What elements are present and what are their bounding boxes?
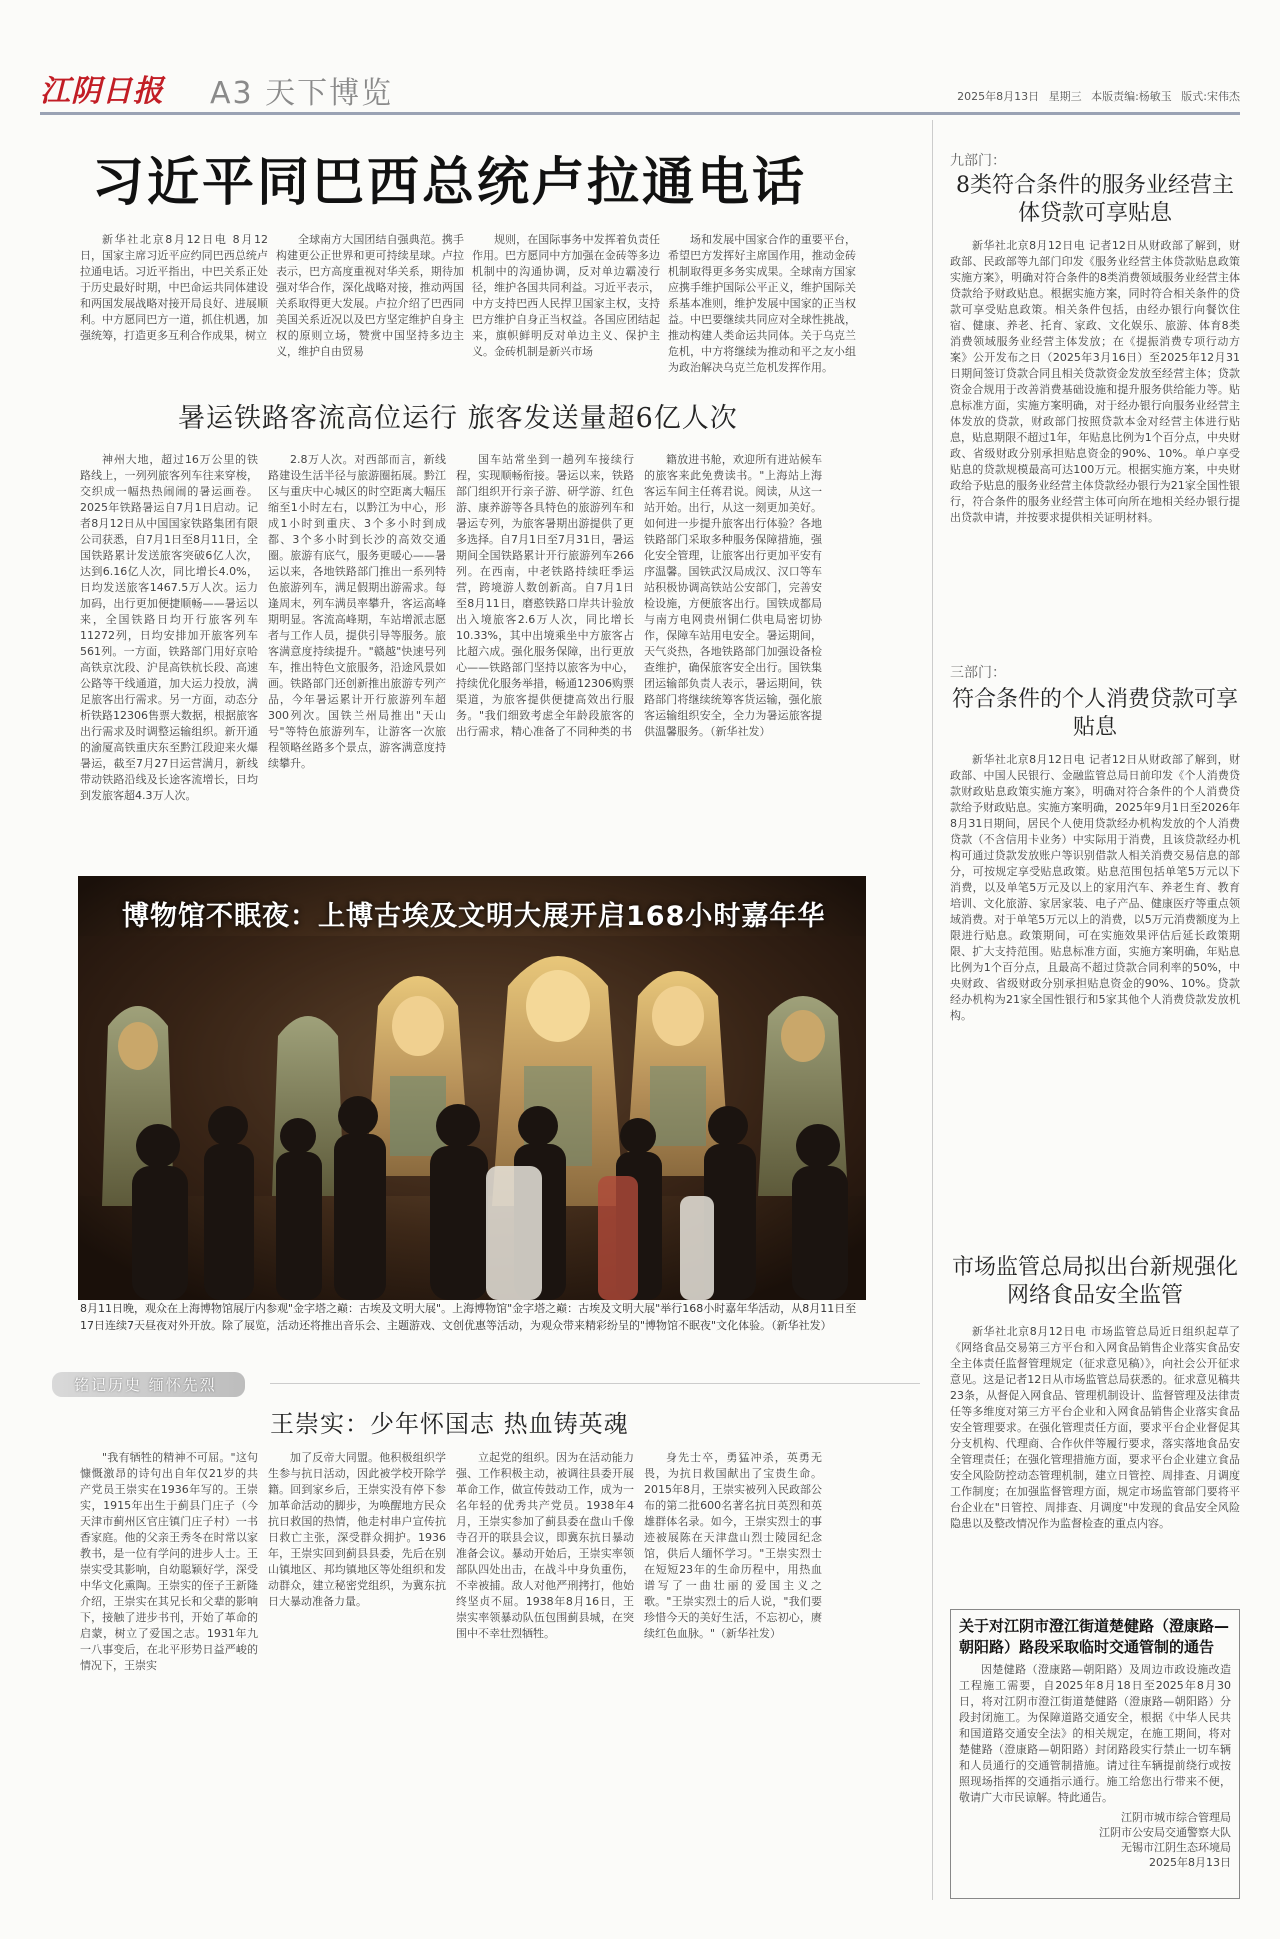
museum-photo-caption: 8月11日晚，观众在上海博物馆展厅内参观"金字塔之巅：古埃及文明大展"。上海博物馆"金字塔之巅：古埃及文明大展"举行168小时嘉年华活动，从8月11日至17日连续7天昼夜对外开放。除了展览，活动还将推出音乐会、主题游戏、文创优惠等活动，为观众带来精彩纷呈的"博物馆不眠夜"文化体验。（新华社发） <box>80 1302 857 1332</box>
traffic-notice-box <box>950 1609 1240 1899</box>
history-column-bar <box>40 1372 920 1394</box>
history-article-col1: "我有牺牲的精神不可屈。"这句慷慨激昂的诗句出自年仅21岁的共产党员王崇实在1936年写的。王崇实，1915年出生于蓟县门庄子（今天津市蓟州区官庄镇门庄子村）一书香家庭。他的父亲王秀冬在时常以家教书，是一位有学问的进步人士。王崇实受其影响，自幼聪颖好学，深受中华文化熏陶。王崇实的侄子王新隆介绍，王崇实在其兄长和父辈的影响下，接触了进步书刊，开始了革命的启蒙，树立了爱国之志。1931年九一八事变后，在北平形势日益严峻的情况下，王崇实 <box>80 1451 258 1672</box>
notice-issuer-3: 无锡市江阴生态环境局 <box>1121 1841 1231 1854</box>
column-divider <box>932 120 933 1900</box>
museum-photo <box>78 876 866 1300</box>
rail-article-col3: 国车站常坐到一趟列车接续行程，实现顺畅衔接。暑运以来，铁路部门组织开行亲子游、研学游、红色游、康养游等各具特色的旅游列车和暑运专列，为旅客暑期出游提供了更多选择。自7月1日至7月31日，暑运期间全国铁路累计开行旅游列车266列。在西南，中老铁路持续旺季运营，跨境游人数创新高。自7月1日至8月11日，磨憨铁路口岸共计验放出入境旅客2.6万人次，同比增长10.33%，其中出境乘坐中方旅客占比超六成。强化服务保障，出行更放心——铁路部门坚持以旅客为中心，持续优化服务举措，畅通12306购票渠道，为旅客提供便捷高效出行服务。"我们细致考虑全年龄段旅客的出行需求，精心准备了不同种类的书 <box>456 453 634 738</box>
history-column-badge: 铭记历史 缅怀先烈 <box>52 1372 245 1397</box>
main-article-col2: 全球南方大国团结自强典范。携手构建更公正世界和更可持续星球。卢拉表示，巴方高度重视对华关系，期待加强对华合作，深化战略对接，推动两国关系取得更大发展。卢拉介绍了巴西同美国关系近况以及巴方坚定维护自身主权的原则立场，赞赏中国坚持多边主义，维护自由贸易 <box>276 233 464 358</box>
rail-article-col4: 籍放进书舱，欢迎所有进站候车的旅客来此免费读书。"上海站上海客运车间主任蒋君说。阅读，从这一站开始。出行，从这一刻更加美好。如何进一步提升旅客出行体验？各地铁路部门采取多种服务保障措施，强化安全管理，让旅客出行更加平安有序温馨。国铁武汉局成汉、汉口等车站积极协调高铁站公安部门，完善安检设施，方便旅客出行。国铁成都局与南方电网贵州铜仁供电局密切协作，保障车站用电安全。暑运期间，天气炎热，各地铁路部门加强设备检查维护，确保旅客安全出行。国铁集团运输部负责人表示，暑运期间，铁路部门将继续统筹客货运输，强化旅客运输组织安全，全力为暑运旅客提供温馨服务。（新华社发） <box>644 453 822 738</box>
history-article-col4: 身先士卒，勇猛冲杀，英勇无畏，为抗日救国献出了宝贵生命。2015年8月，王崇实被列入民政部公布的第二批600名著名抗日英烈和英雄群体名录。如今，王崇实烈士的事迹被展陈在天津盘山烈士陵园纪念馆，供后人缅怀学习。"王崇实烈士在短短23年的生命历程中，用热血谱写了一曲壮丽的爱国主义之歌。"王崇实烈士的后人说，"我们要珍惜今天的美好生活，不忘初心，赓续红色血脉。"（新华社发） <box>644 1451 822 1640</box>
section-label: A3 天下博览 <box>210 76 394 111</box>
rail-article-col2: 2.8万人次。对西部而言，新线路建设生活半径与旅游圈拓展。黔江区与重庆中心城区的时空距离大幅压缩至1小时左右，以黔江为中心，形成1小时到重庆、3个多小时到成都、3个多小时到长沙的高效交通圈。旅游有底气，服务更暖心——暑运以来，各地铁路部门推出一系列特色旅游列车，满足假期出游需求。每逢周末，列车满员率攀升，客运高峰期明显。客流高峰期，车站增派志愿者与工作人员，提供引导等服务。旅客满意度持续提升。"赣越"快速号列车，推出特色文旅服务，沿途风景如画。铁路部门还创新推出旅游专列产品，今年暑运累计开行旅游列车超300列次。国铁兰州局推出"天山号"等特色旅游列车，让游客一次旅程领略丝路多个景点，游客满意度持续攀升。 <box>268 453 446 770</box>
history-article-col3: 立起党的组织。因为在活动能力强、工作积极主动，被调往县委开展革命工作，做宣传鼓动工作，成为一名年轻的优秀共产党员。1938年4月，王崇实参加了蓟县委在盘山千像寺召开的联县会议，即冀东抗日暴动准备会议。暴动开始后，王崇实率领部队四处出击，在战斗中身负重伤，不幸被捕。敌人对他严刑拷打，他始终坚贞不屈。1938年8月16日，王崇实率领暴动队伍包围蓟县城，在突围中不幸壮烈牺牲。 <box>456 1451 634 1640</box>
notice-issuer-2: 江阴市公安局交通警察大队 <box>1099 1826 1231 1839</box>
traffic-notice-signature <box>959 1810 1231 1870</box>
right-article-1-title: 8类符合条件的服务业经营主体贷款可享贴息 <box>956 173 1234 226</box>
page-header <box>40 60 1240 110</box>
right-article-3-title: 市场监管总局拟出台新规强化网络食品安全监管 <box>951 1255 1238 1308</box>
notice-issuer-1: 江阴市城市综合管理局 <box>1121 1811 1231 1824</box>
newspaper-logo: 江阴日报 <box>40 74 164 109</box>
right-dept-label-1: 九部门： <box>950 153 1006 169</box>
history-article-col2: 加了反帝大同盟。他积极组织学生参与抗日活动，因此被学校开除学籍。回到家乡后，王崇实没有停下参加革命活动的脚步，为唤醒地方民众抗日救国的热情，他走村串户宣传抗日救亡主张，深受群众拥护。1936年，王崇实回到蓟县县委，先后在别山镇地区、邦均镇地区等处组织和发动群众，建立秘密党组织，为冀东抗日大暴动准备力量。 <box>268 1451 446 1608</box>
traffic-notice-title: 关于对江阴市澄江街道楚健路（澄康路—朝阳路）路段采取临时交通管制的通告 <box>959 1617 1230 1656</box>
right-article-2-title: 符合条件的个人消费贷款可享贴息 <box>951 687 1238 740</box>
header-rule <box>40 112 1240 115</box>
traffic-notice-body: 因楚健路（澄康路—朝阳路）及周边市政设施改造工程施工需要，自2025年8月18日至2025年8月30日，将对江阴市澄江街道楚健路（澄康路—朝阳路）分段封闭施工。为保障道路交通安全，根据《中华人民共和国道路交通安全法》的相关规定，在施工期间，将对楚健路（澄康路—朝阳路）封闭路段实行禁止一切车辆和人员通行的交通管制措施。请过往车辆提前绕行或按照现场指挥的交通指示通行。施工给您出行带来不便，敬请广大市民谅解。特此通告。 <box>959 1663 1231 1804</box>
museum-photo-illustration <box>78 876 866 1300</box>
main-article-col3: 规则，在国际事务中发挥着负责任作用。巴方愿同中方加强在金砖等多边机制中的沟通协调，反对单边霸凌行径，维护各国共同利益。习近平表示，中方支持巴西人民捍卫国家主权，支持巴方维护自身正当权益。各国应团结起来，旗帜鲜明反对单边主义、保护主义。金砖机制是新兴市场 <box>472 233 660 358</box>
main-article-col4: 场和发展中国家合作的重要平台，希望巴方发挥好主席国作用，推动金砖机制取得更多务实成果。全球南方国家应携手维护国际公平正义，维护国际关系基本准则，维护发展中国家的正当权益。中巴要继续共同应对全球性挑战，推动构建人类命运共同体。关于乌克兰危机，中方将继续为推动和平之友小组为政治解决乌克兰危机发挥作用。 <box>668 233 856 374</box>
history-column-rule <box>270 1383 920 1384</box>
date-line: 2025年8月13日 星期三 本版责编:杨敏玉 版式:宋伟杰 <box>957 90 1240 103</box>
rail-headline: 暑运铁路客流高位运行 旅客发送量超6亿人次 <box>178 403 738 434</box>
main-headline: 习近平同巴西总统卢拉通电话 <box>92 152 808 213</box>
right-article-3-body: 新华社北京8月12日电 市场监管总局近日组织起草了《网络食品交易第三方平台和入网食品销售企业落实食品安全主体责任监督管理规定（征求意见稿）》，向社会公开征求意见。这是记者12日从市场监管总局获悉的。征求意见稿共23条，从督促入网食品、管理机制设计、监督管理及法律责任等多维度对第三方平台企业和入网食品销售企业落实食品安全管理要求。在强化管理责任方面，要求平台企业督促其分支机构、代理商、合作伙伴等履行要求，落实落地食品安全管理责任；在强化管理措施方面，要求平台企业建立食品安全风险防控动态管理机制，建立日管控、周排查、月调度工作制度；在加强监督管理方面，规定市场监管部门要将平台企业在"日管控、周排查、月调度"中发现的食品安全风险隐患以及整改情况作为监督检查的重点内容。 <box>950 1325 1240 1530</box>
right-article-1-body: 新华社北京8月12日电 记者12日从财政部了解到，财政部、民政部等九部门印发《服务业经营主体贷款贴息政策实施方案》，明确对符合条件的8类消费领域服务业经营主体贷款给予财政贴息。根据实施方案，同时符合相关条件的贷款可享受贴息政策。相关条件包括，由经办银行向餐饮住宿、健康、养老、托育、家政、文化娱乐、旅游、体育8类消费领域服务业经营主体发放；在《提振消费专项行动方案》公开发布之日（2025年3月16日）至2025年12月31日期间签订贷款合同且相关贷款资金发放至经营主体；贷款资金合规用于改善消费基础设施和提升服务供给能力等。贴息标准方面，实施方案明确，对于经办银行向服务业经营主体发放的贷款，财政部门按照贷款本金对经营主体进行贴息，贴息期限不超过1年，年贴息比例为1个百分点，中央财政、省级财政分别承担贴息资金的90%、10%。单户享受贴息的贷款规模最高可达100万元。根据实施方案，中央财政给予贴息的服务业经营主体贷款经办银行为21家全国性银行，符合条件的服务业经营主体可向所在地相关经办银行提出贷款申请，并按要求提供相关证明材料。 <box>950 239 1240 524</box>
history-headline: 王崇实：少年怀国志 热血铸英魂 <box>270 1410 629 1438</box>
notice-date: 2025年8月13日 <box>1149 1856 1231 1869</box>
right-dept-label-2: 三部门： <box>950 665 1006 681</box>
main-article-col1: 新华社北京8月12日电 8月12日，国家主席习近平应约同巴西总统卢拉通电话。习近平指出，中巴关系正处于历史最好时期，中巴命运共同体建设和两国发展战略对接开局良好、进展顺利。中方愿同巴方一道，抓住机遇，加强统筹，打造更多互利合作成果，树立 <box>80 233 268 342</box>
museum-photo-title: 博物馆不眠夜：上博古埃及文明大展开启168小时嘉年华 <box>122 901 826 932</box>
rail-article-col1: 神州大地，超过16万公里的铁路线上，一列列旅客列车往来穿梭，交织成一幅热热闹闹的暑运画卷。2025年铁路暑运自7月1日启动。记者8月12日从中国国家铁路集团有限公司获悉，自7月1日至8月11日，全国铁路累计发送旅客突破6亿人次，达到6.16亿人次，同比增长4.0%，日均发送旅客1467.5万人次。运力加码，出行更加便捷顺畅——暑运以来，全国铁路日均开行旅客列车11272列，日均安排加开旅客列车561列。一方面，铁路部门用好京哈高铁京沈段、沪昆高铁杭长段、高速公路等干线通道，加大运力投放，满足旅客出行需求。另一方面，动态分析铁路12306售票大数据，根据旅客出行需求及时调整运输组织。新开通的渝厦高铁重庆东至黔江段迎来火爆暑运，截至7月27日运营满月，新线带动铁路沿线及长途客流增长，日均到发旅客超4.3万人次。 <box>80 453 258 802</box>
right-article-2-body: 新华社北京8月12日电 记者12日从财政部了解到，财政部、中国人民银行、金融监管总局日前印发《个人消费贷款财政贴息政策实施方案》，明确对符合条件的个人消费贷款给予财政贴息。实施方案明确，2025年9月1日至2026年8月31日期间，居民个人使用贷款经办机构发放的个人消费贷款（不含信用卡业务）中实际用于消费，且该贷款经办机构可通过贷款发放账户等识别借款人相关消费交易信息的部分，可按规定享受贴息政策。贴息范围包括单笔5万元以下消费，以及单笔5万元及以上的家用汽车、养老生育、教育培训、文化旅游、家居家装、电子产品、健康医疗等重点领域消费。对于单笔5万元以上的消费，以5万元消费额度为上限进行贴息。政策期间，可在实施效果评估后延长政策期限、扩大支持范围。贴息标准方面，实施方案明确，年贴息比例为1个百分点，且最高不超过贷款合同利率的50%，中央财政、省级财政分别承担贴息资金的90%、10%。贷款经办机构为21家全国性银行和5家其他个人消费贷款发放机构。 <box>950 753 1240 1022</box>
